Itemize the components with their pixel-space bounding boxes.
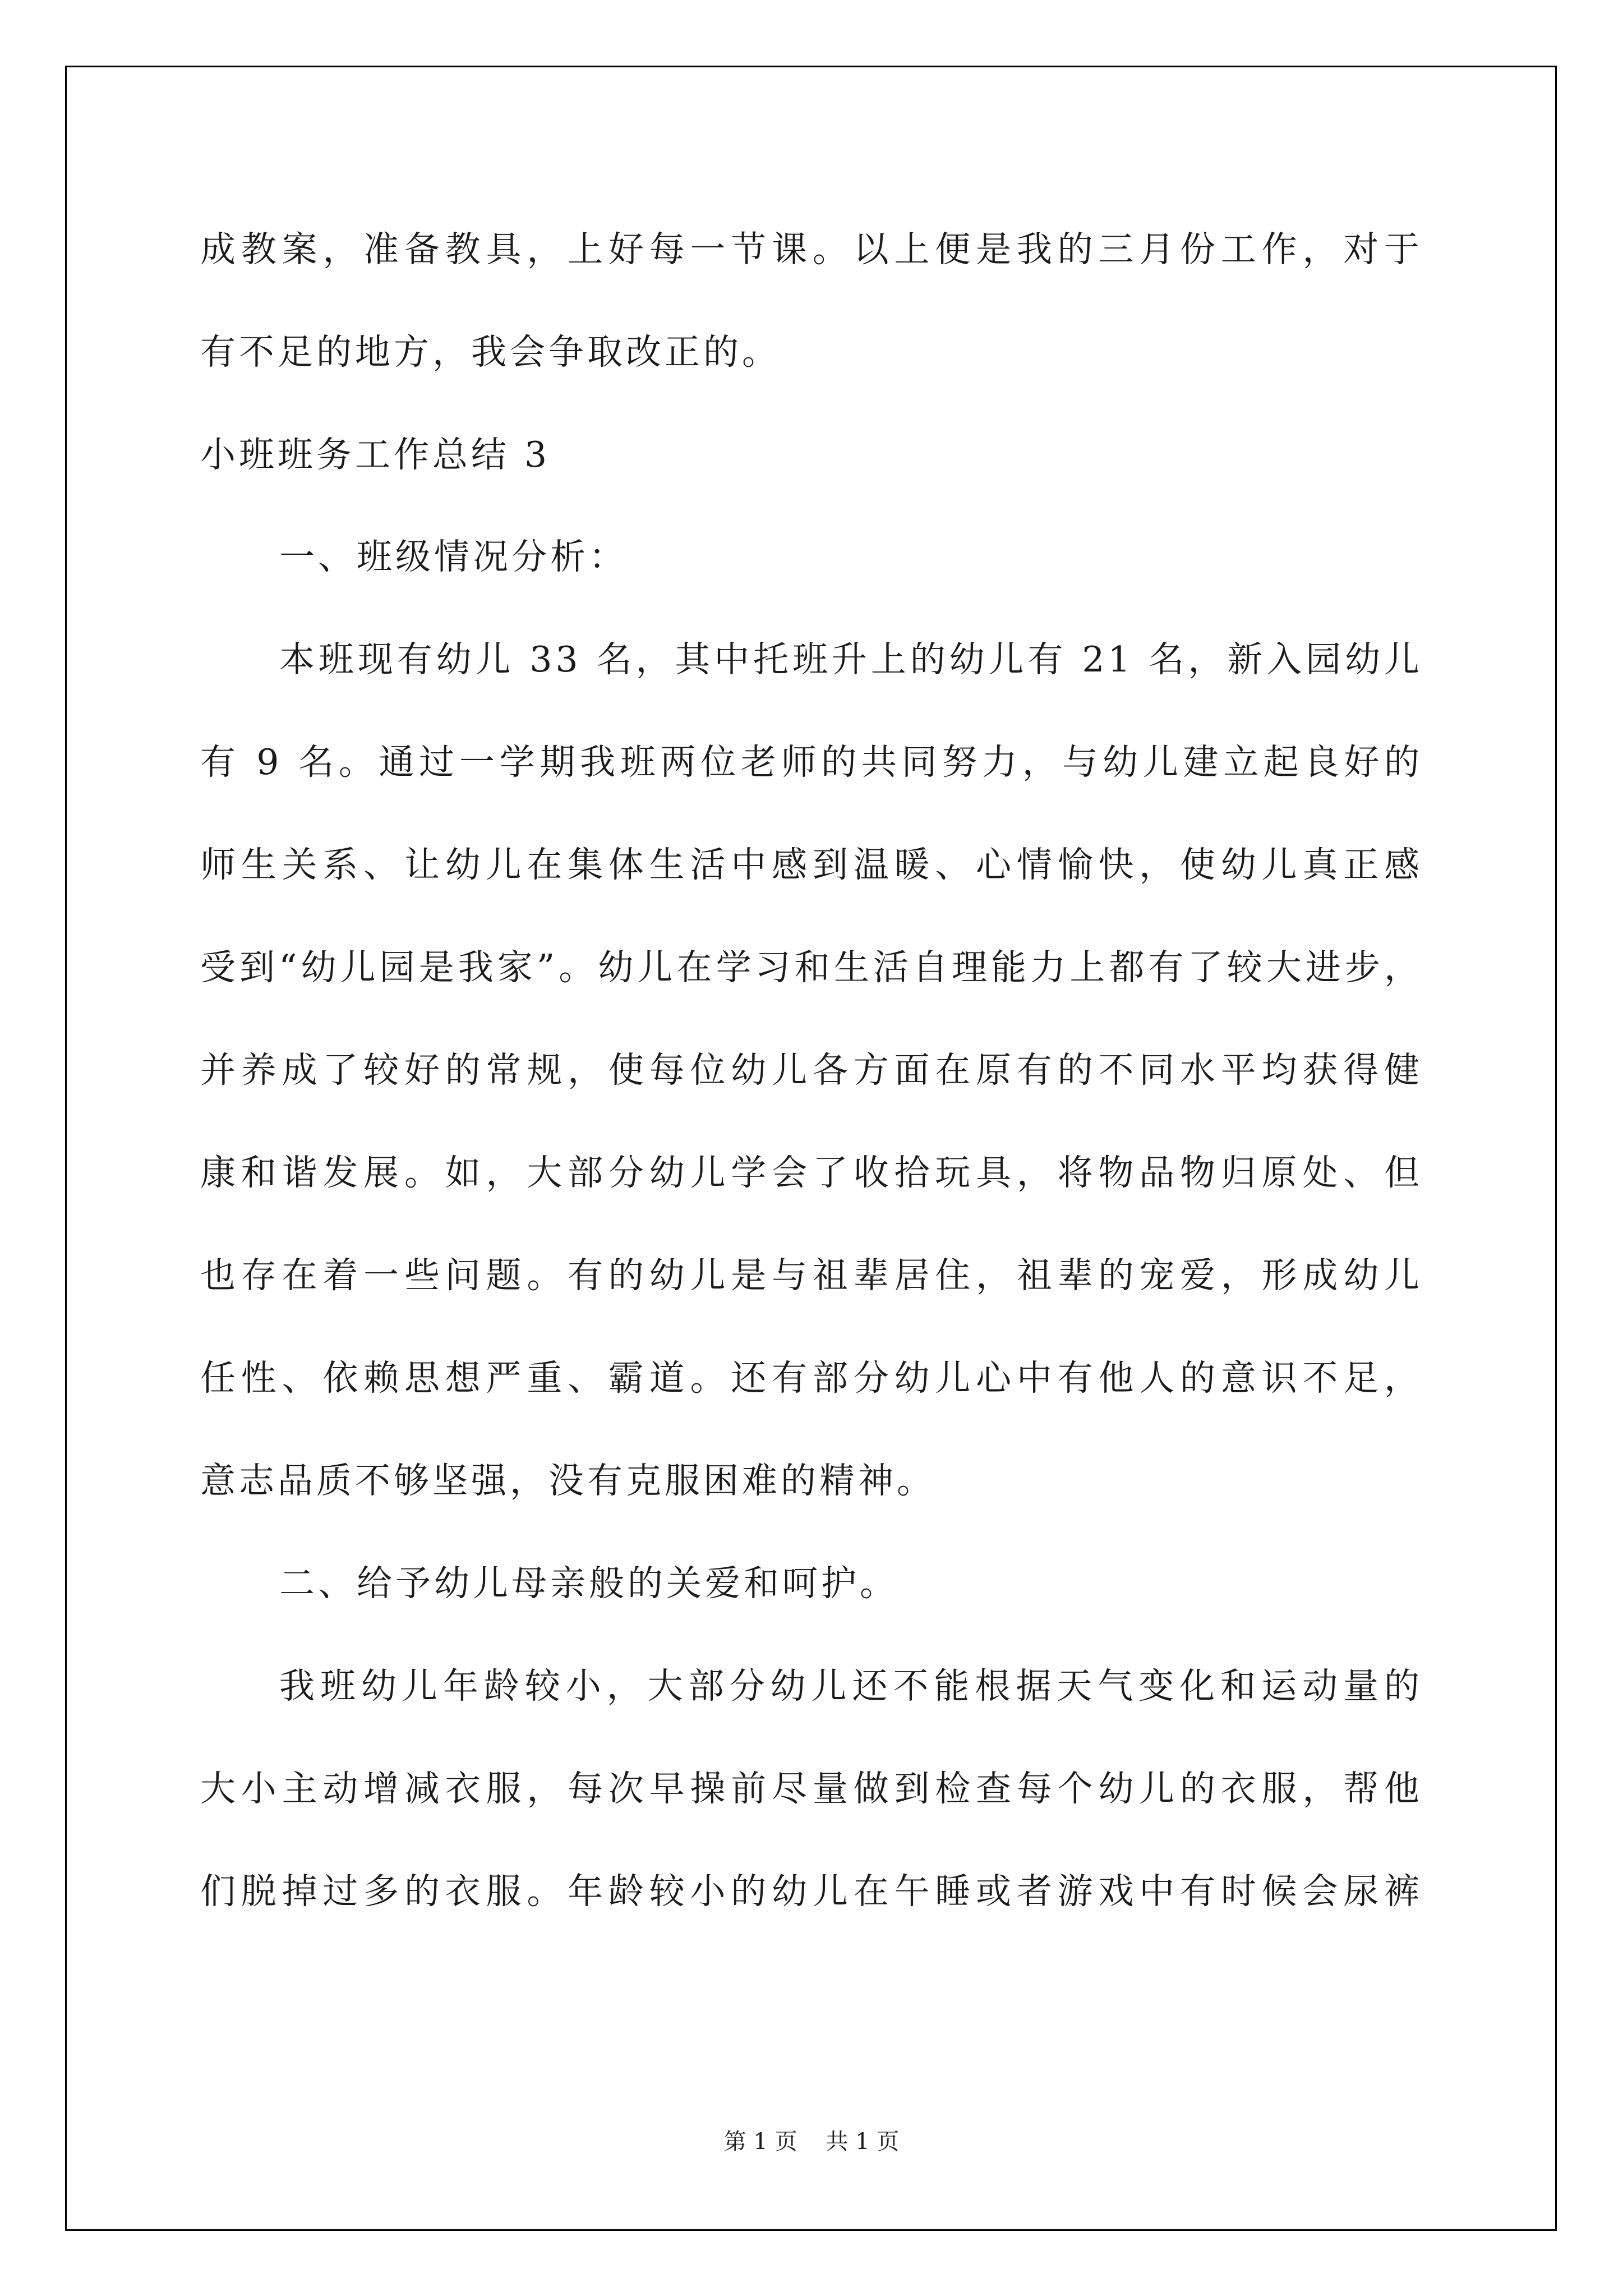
section-heading: 小班班务工作总结 3 [200, 434, 551, 475]
text-line: 任性、依赖思想严重、霸道。还有部分幼儿心中有他人的意识不足， [200, 1358, 1423, 1398]
text-line: 有 9 名。通过一学期我班两位老师的共同努力，与幼儿建立起良好的 [200, 742, 1423, 783]
subheading: 二、给予幼儿母亲般的关爱和呵护。 [279, 1563, 898, 1604]
text-line: 师生关系、让幼儿在集体生活中感到温暖、心情愉快，使幼儿真正感 [200, 844, 1423, 885]
text-line: 本班现有幼儿 33 名，其中托班升上的幼儿有 21 名，新入园幼儿 [279, 639, 1423, 680]
text-line: 意志品质不够坚强，没有克服困难的精神。 [200, 1460, 935, 1501]
subheading: 一、班级情况分析： [279, 536, 628, 577]
text-line: 康和谐发展。如，大部分幼儿学会了收拾玩具，将物品物归原处、但 [200, 1152, 1423, 1193]
text-line: 受到“幼儿园是我家”。幼儿在学习和生活自理能力上都有了较大进步， [200, 947, 1423, 988]
text-line: 也存在着一些问题。有的幼儿是与祖辈居住，祖辈的宠爱，形成幼儿 [200, 1255, 1423, 1296]
page-number-footer: 第 1 页 共 1 页 [723, 2129, 900, 2155]
text-line: 大小主动增减衣服，每次早操前尽量做到检查每个幼儿的衣服，帮他 [200, 1768, 1423, 1809]
text-line: 成教案，准备教具，上好每一节课。以上便是我的三月份工作，对于 [200, 229, 1423, 270]
text-line: 们脱掉过多的衣服。年龄较小的幼儿在午睡或者游戏中有时候会尿裤 [200, 1871, 1423, 1912]
text-line: 并养成了较好的常规，使每位幼儿各方面在原有的不同水平均获得健 [200, 1050, 1423, 1091]
text-line: 我班幼儿年龄较小，大部分幼儿还不能根据天气变化和运动量的 [279, 1665, 1423, 1706]
text-line: 有不足的地方，我会争取改正的。 [200, 332, 781, 372]
